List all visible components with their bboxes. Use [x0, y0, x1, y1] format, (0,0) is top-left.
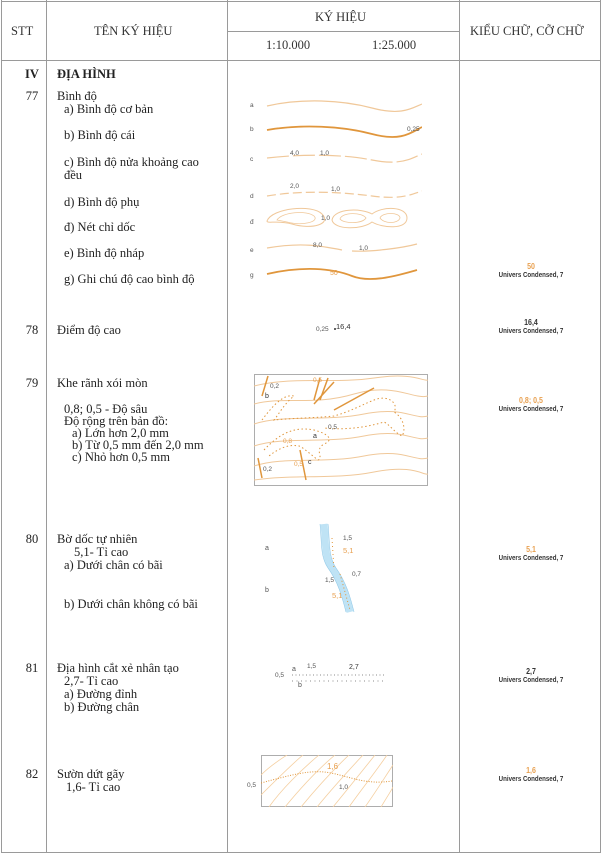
header-bottom-border	[1, 60, 601, 61]
header-scale-25000: 1:25.000	[372, 38, 417, 52]
item-g: g) Ghi chú độ cao bình độ	[64, 272, 195, 286]
item-c: c) Nhỏ hơn 0,5 mm	[72, 450, 170, 464]
symbol-letter: c	[250, 156, 254, 163]
item-b: b) Đường chân	[64, 700, 140, 714]
column-divider	[459, 0, 460, 852]
font-sample: 0,8; 0,5	[519, 396, 543, 405]
symbol-letter: d	[250, 193, 254, 200]
type-letter: b	[265, 393, 269, 400]
basic-contour-line	[267, 101, 422, 112]
symbol-letter: e	[250, 247, 254, 254]
font-name: Univers Condensed, 7	[498, 406, 564, 413]
artificial-cut-symbol	[290, 672, 390, 686]
row-title: Địa hình cắt xẻ nhân tạo	[57, 661, 179, 675]
erosion-gully-symbol	[254, 374, 428, 486]
header-subdivider	[228, 31, 459, 32]
row-number: 79	[25, 376, 39, 390]
row-title: Bình độ	[57, 89, 97, 103]
item-e: e) Bình độ nháp	[64, 246, 145, 260]
font-spec	[470, 262, 591, 280]
font-name: Univers Condensed, 7	[498, 272, 564, 279]
height-value: 1,6	[327, 762, 339, 771]
item-a: a) Đường đỉnh	[64, 687, 138, 701]
font-name: Univers Condensed, 7	[498, 677, 564, 684]
spacing-label: 0,7	[352, 571, 362, 578]
elevation-value: 16,4	[336, 322, 351, 331]
line-width-label: 0,5	[275, 672, 285, 679]
table-border-bottom	[1, 852, 601, 853]
font-name: Univers Condensed, 7	[498, 776, 564, 783]
type-letter: c	[308, 459, 312, 466]
type-letter: a	[292, 666, 296, 673]
type-letter: a	[313, 433, 317, 440]
gap-length-label: 1,0	[320, 150, 330, 157]
index-contour-line	[267, 127, 422, 137]
symbol-letter: b	[265, 587, 269, 594]
contour-symbols	[262, 96, 422, 286]
item-c: c) Bình độ nửa khoảng cao	[64, 155, 199, 169]
dot-size-label: 0,25	[316, 326, 329, 333]
spacing-label: 1,0	[339, 784, 349, 791]
row-number: 80	[25, 532, 39, 546]
table-border-left	[1, 0, 2, 852]
header-stt: STT	[11, 24, 34, 38]
font-sample: 50	[527, 262, 535, 271]
item-a: a) Dưới chân có bãi	[64, 558, 163, 572]
font-spec	[470, 396, 591, 414]
item-height: 2,7- Tỉ cao	[64, 674, 119, 688]
row-title: Điểm độ cao	[57, 323, 121, 337]
dash-length-label: 4,0	[290, 150, 300, 157]
depth-label: 0,5	[313, 377, 323, 384]
depth-label: 0,8	[283, 438, 293, 445]
item-depth: 0,8; 0,5 - Độ sâu	[64, 402, 148, 416]
font-spec	[470, 667, 591, 685]
row-number: 81	[25, 661, 39, 675]
item-a: a) Bình độ cơ bản	[64, 102, 154, 116]
row-number: 77	[25, 89, 39, 103]
header-symbol: KÝ HIỆU	[315, 10, 367, 24]
height-value: 2,7	[349, 664, 359, 671]
column-divider	[227, 0, 228, 852]
item-a: a) Lớn hơn 2,0 mm	[72, 426, 169, 440]
slope-line-loop	[340, 214, 366, 223]
row-number: 78	[25, 323, 39, 337]
header-name: TÊN KÝ HIỆU	[94, 24, 173, 38]
draft-contour-line	[267, 244, 417, 251]
spacing-label: 1,5	[325, 577, 335, 584]
header-font: KIỂU CHỮ, CỠ CHỮ	[470, 24, 584, 38]
dash-length-label: 8,0	[313, 242, 323, 249]
spacing-label: 1,5	[307, 663, 317, 670]
font-spec	[470, 318, 591, 336]
font-name: Univers Condensed, 7	[498, 555, 564, 562]
symbol-letter: b	[250, 126, 254, 133]
depth-label: 0,5	[328, 424, 338, 431]
symbol-letter: a	[265, 545, 269, 552]
font-spec	[470, 766, 591, 784]
row-number: 82	[25, 767, 39, 781]
table-border-right	[600, 0, 601, 852]
item-b: b) Từ 0,5 mm đến 2,0 mm	[72, 438, 204, 452]
row-title: Bờ dốc tự nhiên	[57, 532, 138, 546]
item-dd: đ) Nét chỉ dốc	[64, 220, 136, 234]
item-d: d) Bình độ phụ	[64, 195, 140, 209]
height-value: 5,1	[343, 546, 354, 555]
item-c-cont: đều	[64, 168, 83, 182]
row-title: Sườn dứt gãy	[57, 767, 125, 781]
slope-line-loop	[380, 214, 400, 223]
font-sample: 1,6	[526, 766, 536, 775]
type-letter: b	[298, 682, 302, 689]
font-spec	[470, 545, 591, 563]
symbol-letter: a	[250, 102, 254, 109]
section-title: ĐỊA HÌNH	[57, 67, 116, 81]
table-border-top	[1, 1, 601, 2]
item-width-label: Độ rộng trên bản đồ:	[64, 414, 169, 428]
symbol-letter: g	[250, 272, 254, 279]
gap-length-label: 1,0	[359, 245, 369, 252]
width-label: 0,2	[263, 466, 273, 473]
font-sample: 2,7	[526, 667, 536, 676]
spacing-label: 1,5	[343, 535, 353, 542]
column-divider	[46, 0, 47, 852]
row-title: Khe rãnh xói mòn	[57, 376, 148, 390]
item-b: b) Bình độ cái	[64, 128, 136, 142]
font-name: Univers Condensed, 7	[498, 328, 564, 335]
gap-length-label: 1,0	[321, 215, 331, 222]
supplementary-contour-line	[267, 191, 422, 197]
header-scale-10000: 1:10.000	[266, 38, 311, 52]
item-height: 1,6- Tỉ cao	[66, 780, 121, 794]
font-sample: 16,4	[524, 318, 538, 327]
item-b: b) Dưới chân không có bãi	[64, 597, 198, 611]
dash-length-label: 2,0	[290, 183, 300, 190]
slope-line-loop	[332, 208, 407, 227]
gap-length-label: 1,0	[331, 186, 341, 193]
width-label: 0,2	[270, 383, 280, 390]
font-sample: 5,1	[526, 545, 536, 554]
item-height: 5,1- Tỉ cao	[74, 545, 129, 559]
section-code: IV	[25, 67, 39, 81]
depth-label: 0,5	[294, 461, 304, 468]
symbol-letter: đ	[250, 219, 254, 226]
line-width-label: 0,5	[247, 782, 257, 789]
contour-elevation-label-line	[267, 269, 417, 279]
line-width-label: 0,25	[407, 126, 420, 133]
height-value: 5,1	[332, 591, 343, 600]
contour-elevation-value: 50	[330, 270, 338, 277]
